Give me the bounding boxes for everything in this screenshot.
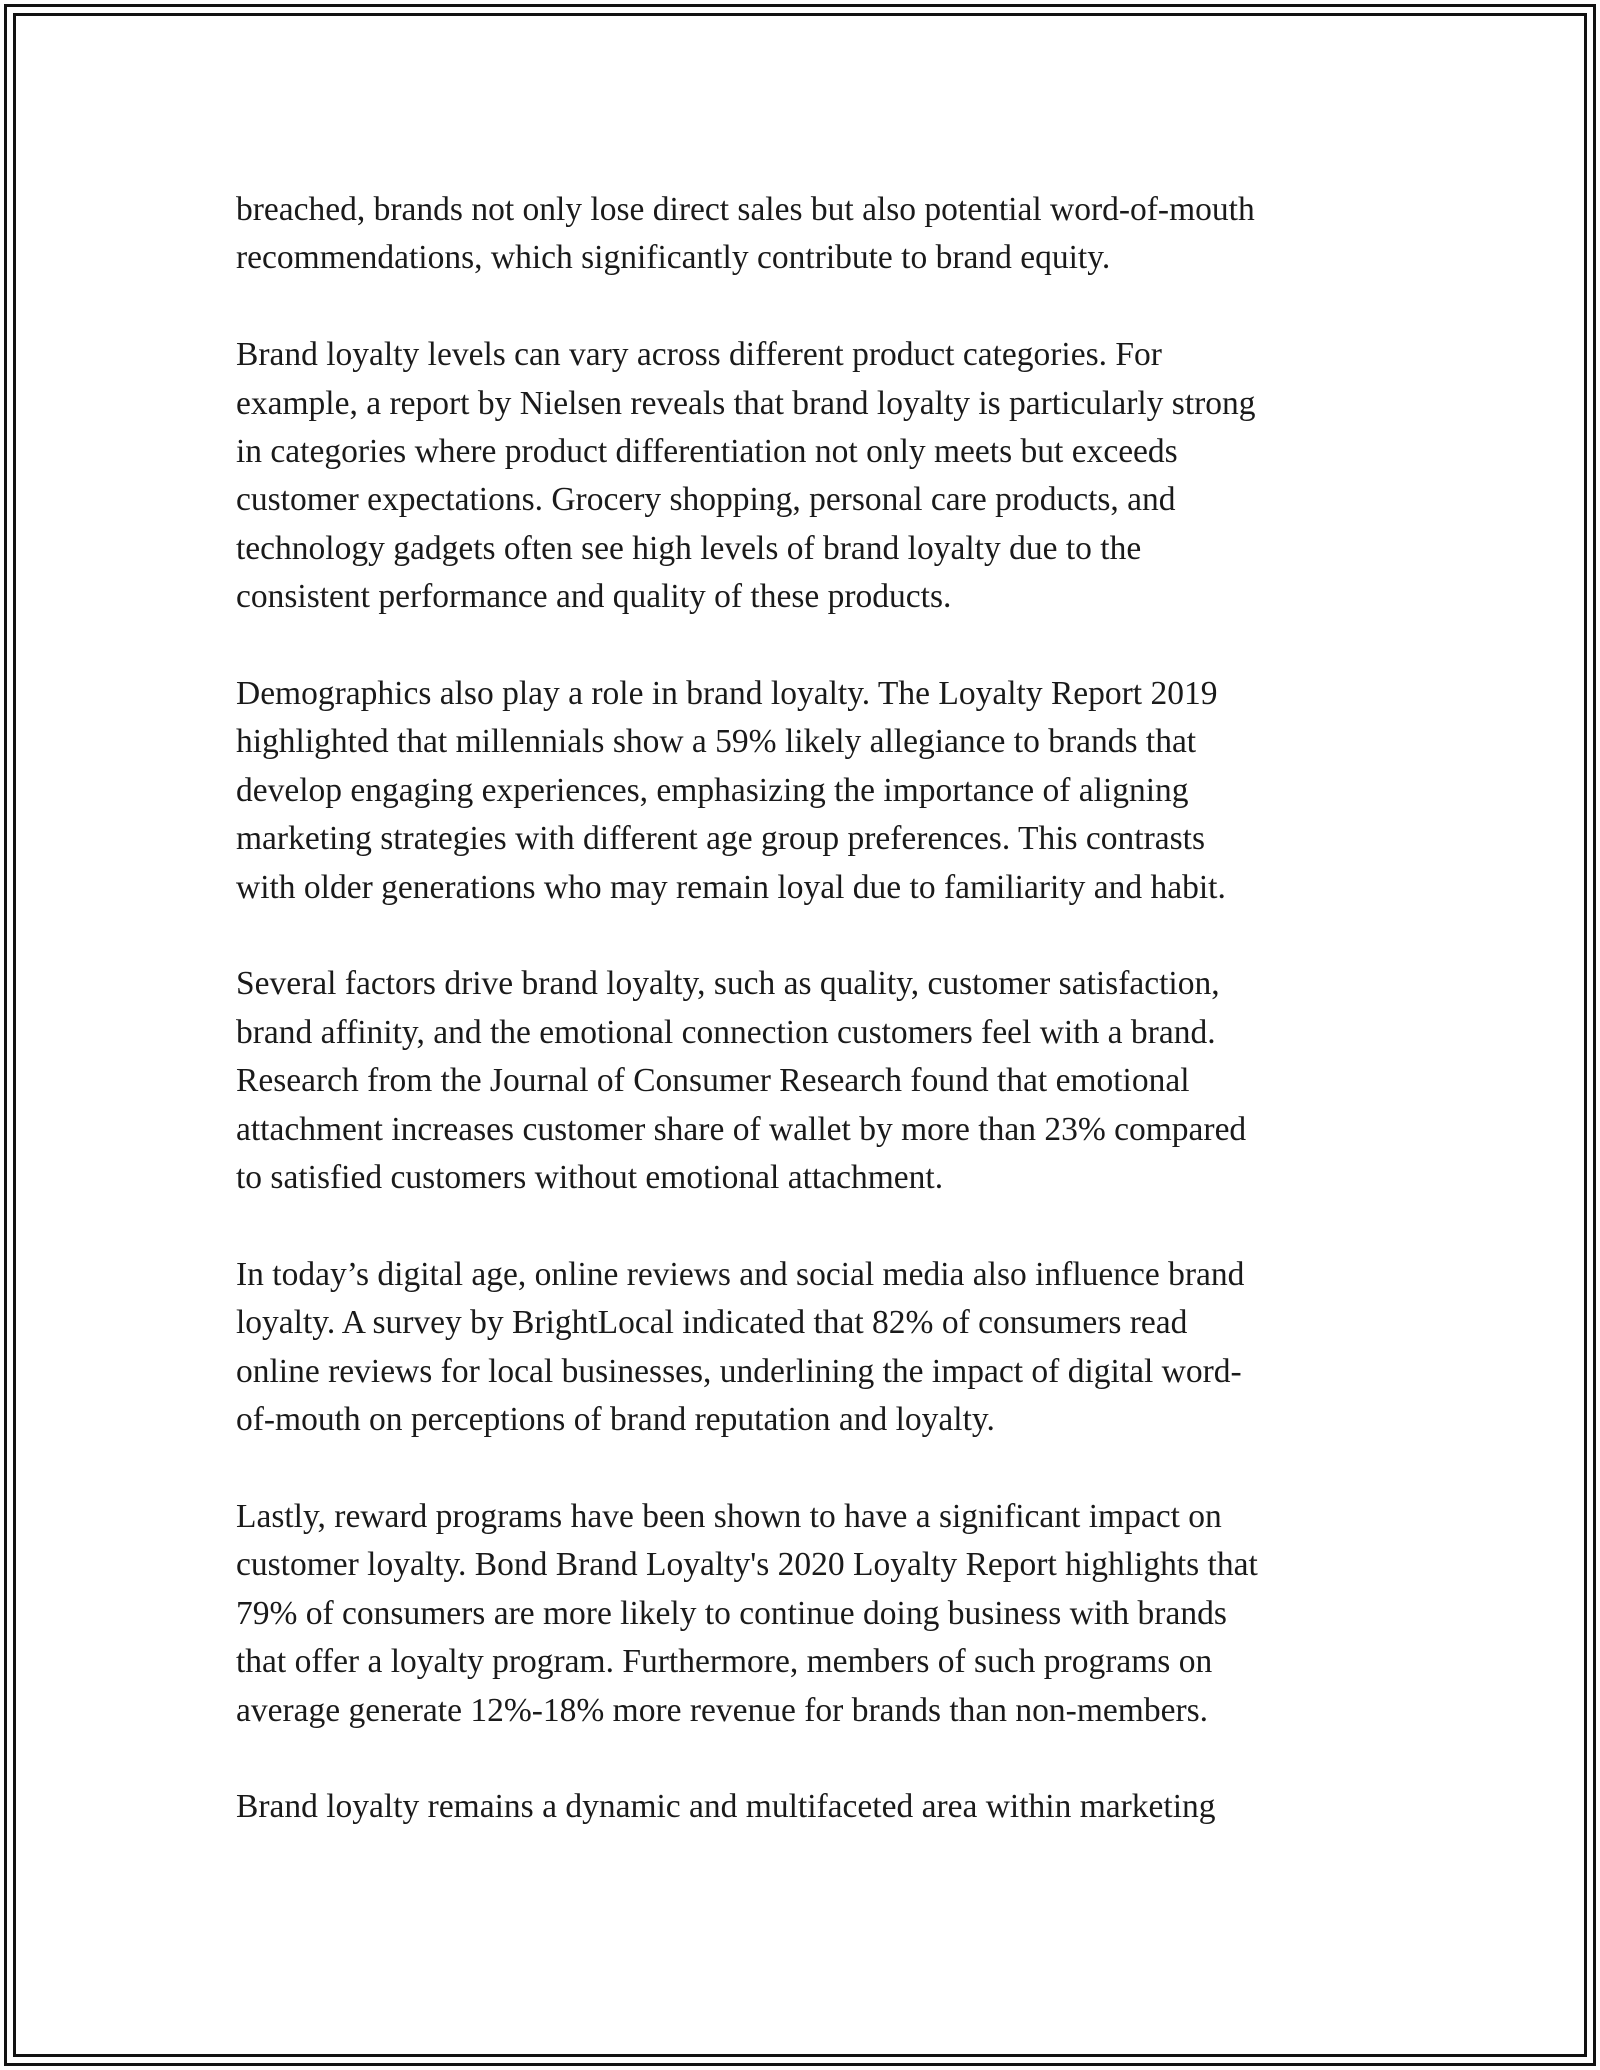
paragraph-5	[236, 1251, 1366, 1445]
text-line: develop engaging experiences, emphasizing the importance of aligning	[236, 771, 1189, 809]
text-line: Lastly, reward programs have been shown to have a significant impact on	[236, 1497, 1222, 1535]
paragraph-6	[236, 1493, 1366, 1735]
text-line: technology gadgets often see high levels of brand loyalty due to the	[236, 529, 1142, 567]
text-line: consistent performance and quality of these products.	[236, 578, 952, 616]
text-line: that offer a loyalty program. Furthermore, members of such programs on	[236, 1643, 1213, 1681]
paragraph-7	[236, 1783, 1366, 1831]
paragraph-1	[236, 186, 1366, 283]
text-line: of-mouth on perceptions of brand reputation and loyalty.	[236, 1401, 995, 1439]
text-line: with older generations who may remain loyal due to familiarity and habit.	[236, 868, 1226, 906]
text-line: recommendations, which significantly contribute to brand equity.	[236, 239, 1111, 277]
text-line: breached, brands not only lose direct sales but also potential word-of-mouth	[236, 191, 1255, 228]
text-line: marketing strategies with different age group preferences. This contrasts	[236, 820, 1205, 858]
text-line: customer expectations. Grocery shopping, personal care products, and	[236, 481, 1176, 519]
text-line: loyalty. A survey by BrightLocal indicated that 82% of consumers read	[236, 1304, 1188, 1342]
text-line: example, a report by Nielsen reveals that brand loyalty is particularly strong	[236, 384, 1256, 422]
text-line: 79% of consumers are more likely to continue doing business with brands	[236, 1594, 1227, 1632]
paragraph-2	[236, 331, 1366, 621]
text-line: customer loyalty. Bond Brand Loyalty's 2020 Loyalty Report highlights that	[236, 1546, 1258, 1584]
text-line: in categories where product differentiation not only meets but exceeds	[236, 433, 1178, 471]
text-line: Brand loyalty levels can vary across different product categories. For	[236, 336, 1162, 374]
text-line: In today’s digital age, online reviews and social media also influence brand	[236, 1255, 1245, 1293]
text-line: Research from the Journal of Consumer Research found that emotional	[236, 1062, 1190, 1100]
paragraph-4	[236, 960, 1366, 1202]
text-line: brand affinity, and the emotional connection customers feel with a brand.	[236, 1013, 1216, 1051]
text-line: highlighted that millennials show a 59% likely allegiance to brands that	[236, 723, 1197, 761]
text-line: online reviews for local businesses, underlining the impact of digital word-	[236, 1352, 1242, 1390]
paragraph-3	[236, 670, 1366, 912]
text-line: Brand loyalty remains a dynamic and multifaceted area within marketing	[236, 1788, 1216, 1826]
document-body	[236, 186, 1366, 1880]
text-line: to satisfied customers without emotional attachment.	[236, 1159, 944, 1197]
text-line: Demographics also play a role in brand loyalty. The Loyalty Report 2019	[236, 675, 1218, 713]
text-line: Several factors drive brand loyalty, such as quality, customer satisfaction,	[236, 965, 1220, 1003]
text-line: average generate 12%-18% more revenue for brands than non-members.	[236, 1691, 1209, 1729]
text-line: attachment increases customer share of wallet by more than 23% compared	[236, 1110, 1247, 1148]
